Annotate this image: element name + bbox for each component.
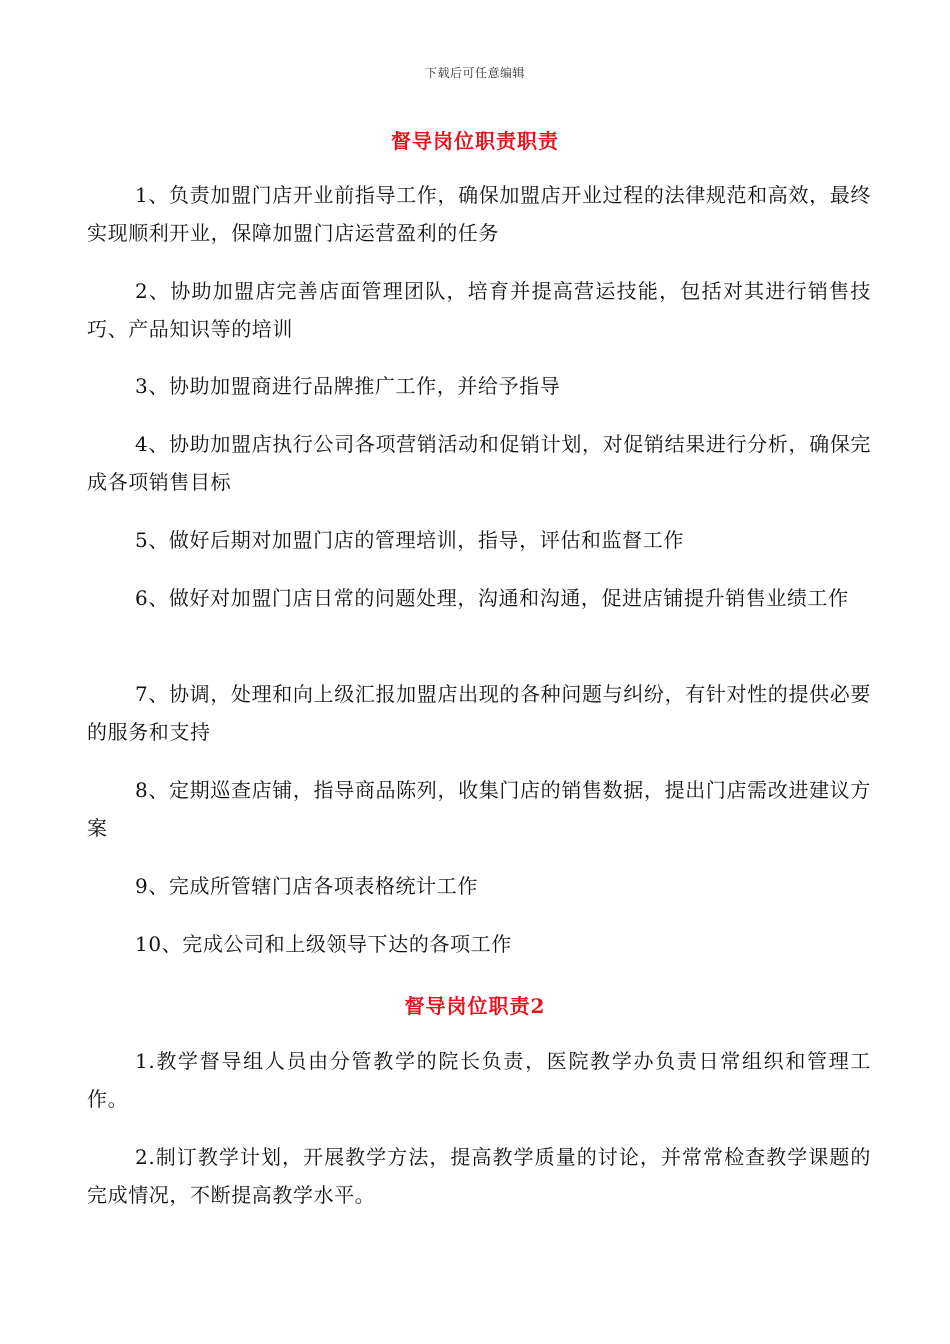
duty-item-10: 10、完成公司和上级领导下达的各项工作 [135, 932, 512, 956]
teaching-item-2: 2.制订教学计划，开展教学方法，提高教学质量的讨论，并常常检查教学课题的完成情况，不断提高教学水平。 [87, 1145, 871, 1207]
header-note: 下载后可任意编辑 [424, 66, 525, 80]
duty-item-4: 4、协助加盟店执行公司各项营销活动和促销计划，对促销结果进行分析，确保完成各项销售目标 [87, 432, 871, 494]
duty-item-7: 7、协调，处理和向上级汇报加盟店出现的各种问题与纠纷，有针对性的提供必要的服务和支持 [87, 682, 871, 744]
duty-item-1: 1、负责加盟门店开业前指导工作，确保加盟店开业过程的法律规范和高效，最终实现顺利开业，保障加盟门店运营盈利的任务 [87, 183, 871, 245]
section-title-1: 督导岗位职责职责 [391, 129, 559, 153]
teaching-item-1: 1.教学督导组人员由分管教学的院长负责，医院教学办负责日常组织和管理工作。 [87, 1049, 871, 1111]
duty-item-9: 9、完成所管辖门店各项表格统计工作 [135, 874, 478, 898]
duty-item-5: 5、做好后期对加盟门店的管理培训，指导，评估和监督工作 [135, 528, 684, 552]
duty-item-2: 2、协助加盟店完善店面管理团队，培育并提高营运技能，包括对其进行销售技巧、产品知识等的培训 [87, 279, 871, 341]
duty-item-6: 6、做好对加盟门店日常的问题处理，沟通和沟通，促进店铺提升销售业绩工作 [135, 586, 849, 610]
duty-item-3: 3、协助加盟商进行品牌推广工作，并给予指导 [135, 374, 561, 398]
duty-item-8: 8、定期巡查店铺，指导商品陈列，收集门店的销售数据，提出门店需改进建议方案 [87, 778, 871, 840]
section-title-2: 督导岗位职责2 [404, 994, 546, 1018]
